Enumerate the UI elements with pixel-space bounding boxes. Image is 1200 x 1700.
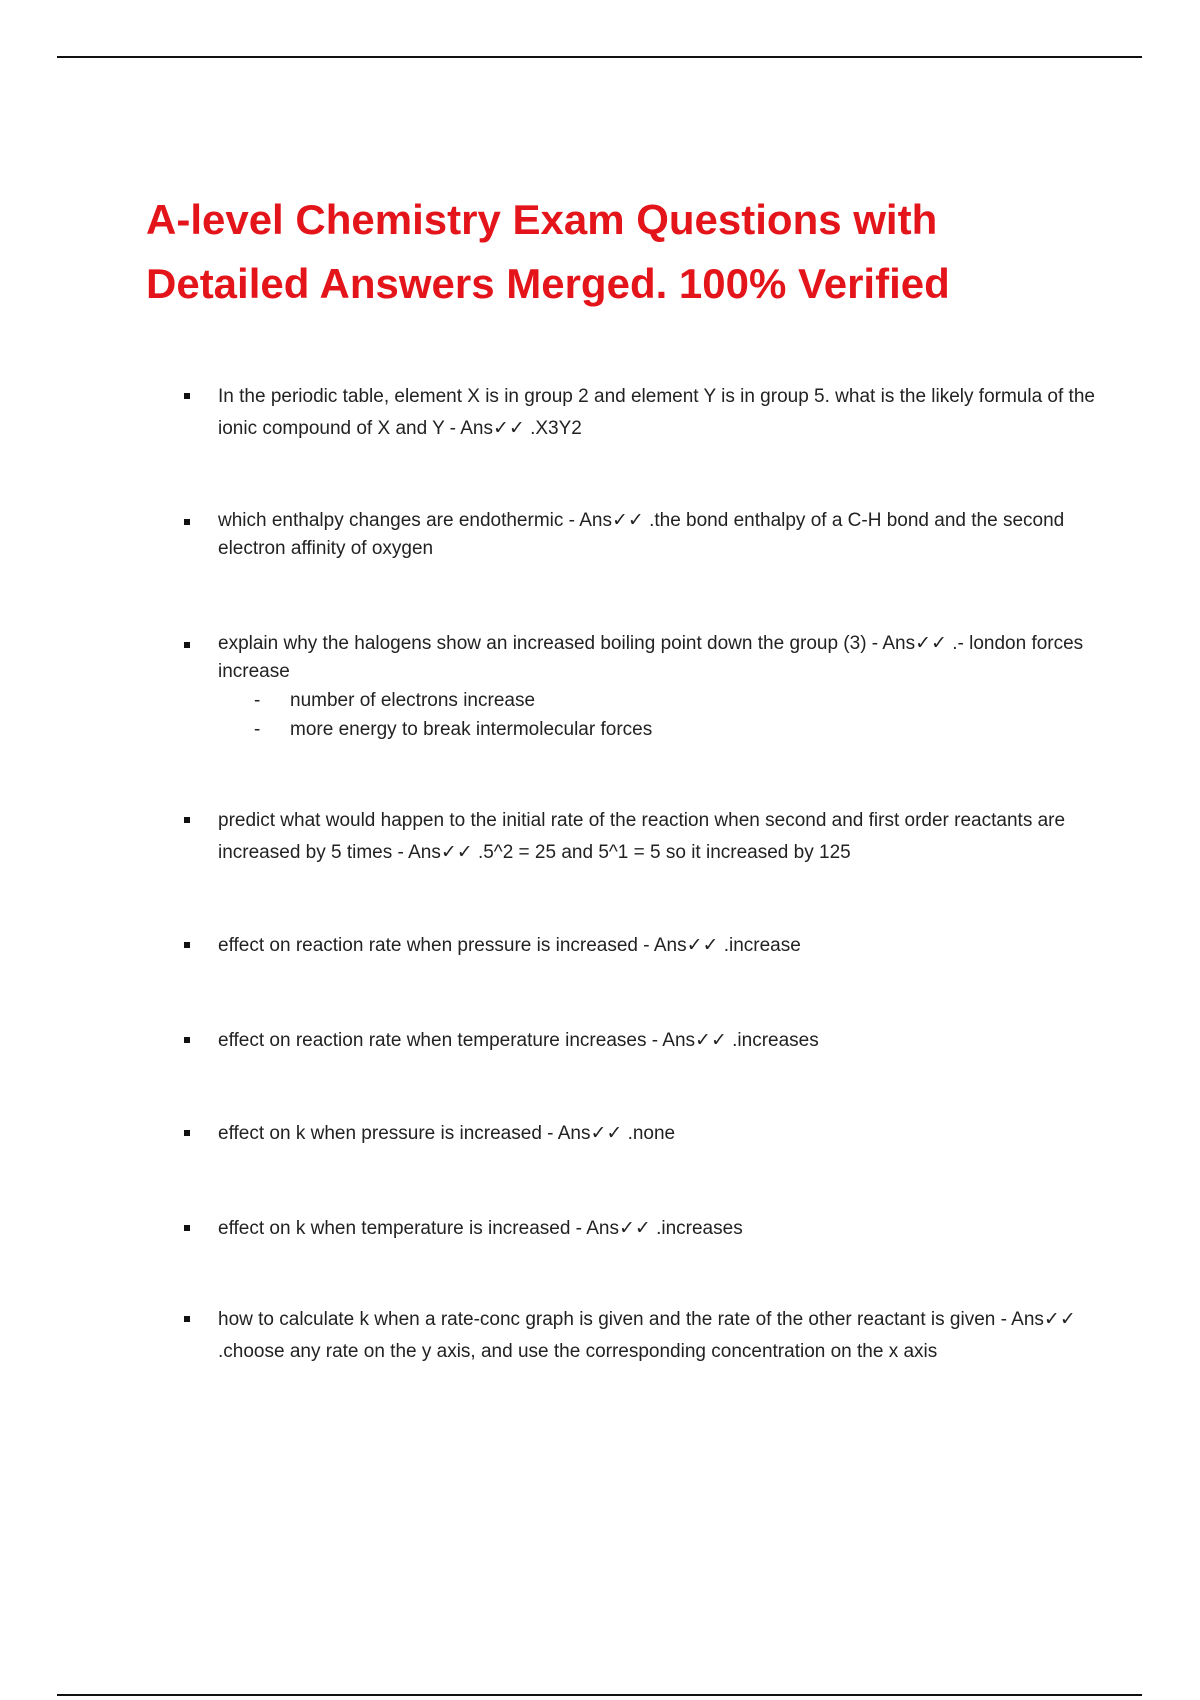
qa-text: effect on reaction rate when temperature increases - Ans✓✓ .increases bbox=[218, 1030, 819, 1051]
qa-text-block bbox=[218, 630, 1098, 744]
qa-text: effect on k when temperature is increased - Ans✓✓ .increases bbox=[218, 1218, 743, 1239]
bullet-icon bbox=[184, 393, 190, 399]
bullet-icon bbox=[184, 519, 190, 525]
sub-item-text: number of electrons increase bbox=[290, 690, 536, 711]
document-title: A-level Chemistry Exam Questions with Detailed Answers Merged. 100% Verified bbox=[146, 196, 950, 307]
bottom-rule bbox=[57, 1694, 1142, 1696]
bullet-icon bbox=[184, 642, 190, 648]
qa-text: which enthalpy changes are endothermic - Ans✓✓ .the bond enthalpy of a C-H bond and the second electron affinity of oxygen bbox=[218, 510, 1065, 559]
bullet-icon bbox=[184, 1130, 190, 1136]
top-rule bbox=[57, 56, 1142, 58]
qa-text: In the periodic table, element X is in group 2 and element Y is in group 5. what is the likely formula of the ionic compound of X and Y - Ans✓✓ .X3Y2 bbox=[218, 386, 1095, 439]
bullet-icon bbox=[184, 1037, 190, 1043]
bullet-icon bbox=[184, 942, 190, 948]
sub-list-item bbox=[218, 686, 1098, 715]
bullet-icon bbox=[184, 1225, 190, 1231]
qa-text: how to calculate k when a rate-conc graph is given and the rate of the other reactant is given - Ans✓✓ .choose any rate on the y axis, and use the corresponding concentration on the x axis bbox=[218, 1309, 1076, 1362]
sub-item-text: more energy to break intermolecular forces bbox=[290, 719, 653, 740]
dash-icon: - bbox=[254, 690, 261, 711]
qa-text: predict what would happen to the initial rate of the reaction when second and first order reactants are increased by 5 times - Ans✓✓ .5^2 = 25 and 5^1 = 5 so it increased by 125 bbox=[218, 810, 1066, 863]
sub-list bbox=[218, 686, 1098, 744]
bullet-icon bbox=[184, 1316, 190, 1322]
bullet-icon bbox=[184, 817, 190, 823]
qa-text: effect on reaction rate when pressure is increased - Ans✓✓ .increase bbox=[218, 935, 801, 956]
qa-text: effect on k when pressure is increased - Ans✓✓ .none bbox=[218, 1123, 676, 1144]
dash-icon: - bbox=[254, 719, 261, 740]
sub-list-item bbox=[218, 715, 1098, 744]
qa-text: explain why the halogens show an increased boiling point down the group (3) - Ans✓✓ .- london forces increase bbox=[218, 633, 1084, 682]
